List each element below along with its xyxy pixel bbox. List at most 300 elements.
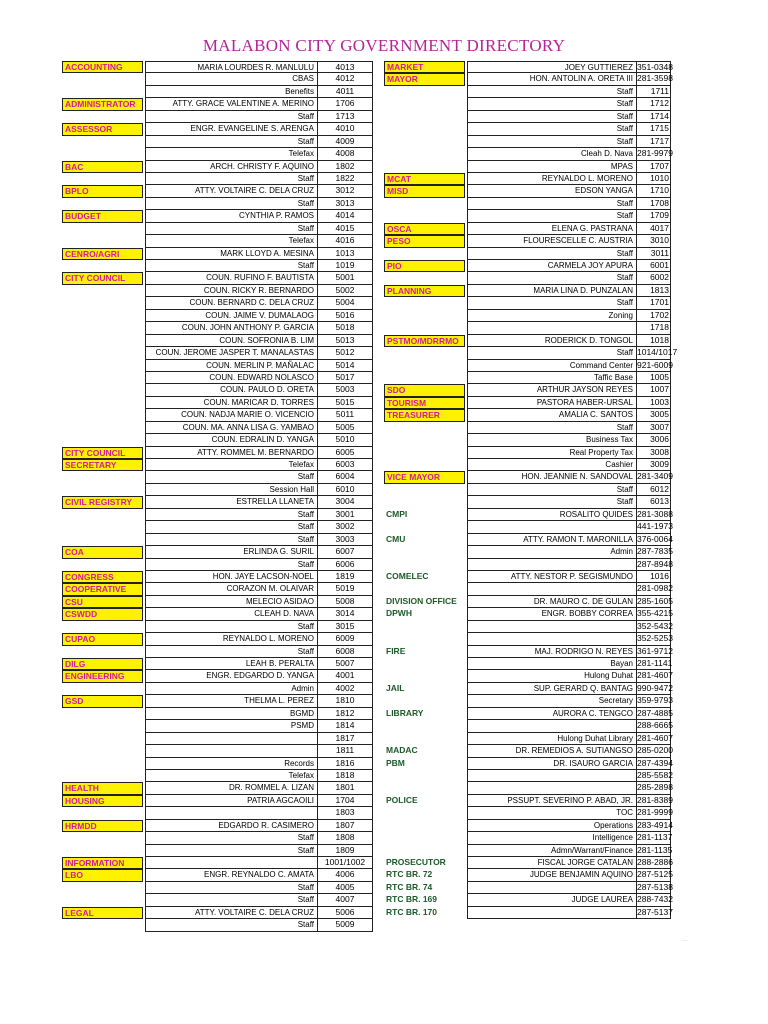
contact-name: ATTY. NESTOR P. SEGISMUNDO bbox=[467, 571, 637, 583]
directory-row bbox=[384, 857, 671, 869]
directory-row bbox=[62, 272, 373, 284]
department-label bbox=[384, 695, 465, 707]
local-number: 5019 bbox=[318, 583, 373, 595]
directory-row bbox=[384, 148, 671, 160]
local-number: 4006 bbox=[318, 869, 373, 881]
department-label bbox=[62, 86, 143, 98]
directory-row bbox=[62, 210, 373, 222]
directory-row bbox=[62, 86, 373, 98]
contact-name: PASTORA HABER-URSAL bbox=[467, 397, 637, 409]
department-label bbox=[62, 509, 143, 521]
department-label: JAIL bbox=[386, 682, 405, 693]
local-number: 4013 bbox=[318, 61, 373, 73]
department-label: DIVISION OFFICE bbox=[386, 595, 457, 606]
department-label bbox=[62, 770, 143, 782]
department-label bbox=[384, 161, 465, 173]
contact-name: Hulong Duhat bbox=[467, 670, 637, 682]
contact-name: Real Property Tax bbox=[467, 447, 637, 459]
department-label: CENRO/AGRI bbox=[62, 248, 143, 260]
directory-row bbox=[62, 384, 373, 396]
page-title: MALABON CITY GOVERNMENT DIRECTORY bbox=[202, 36, 566, 55]
department-label bbox=[62, 832, 143, 844]
local-number: 5013 bbox=[318, 335, 373, 347]
department-label: ENGINEERING bbox=[62, 670, 143, 682]
contact-name: ATTY. VOLTAIRE C. DELA CRUZ bbox=[145, 185, 318, 197]
contact-name: COUN. MARICAR D. TORRES bbox=[145, 397, 318, 409]
department-label bbox=[384, 633, 465, 645]
department-label bbox=[384, 521, 465, 533]
department-label: CITY COUNCIL bbox=[62, 447, 143, 459]
contact-name: AURORA C. TENGCO bbox=[467, 708, 637, 720]
contact-name: Staff bbox=[467, 123, 637, 135]
local-number: 921-6009 bbox=[637, 360, 671, 372]
contact-name: ATTY. VOLTAIRE C. DELA CRUZ bbox=[145, 907, 318, 919]
local-number: 5006 bbox=[318, 907, 373, 919]
department-label: OSCA bbox=[384, 223, 465, 235]
department-label bbox=[62, 807, 143, 819]
directory-row bbox=[62, 683, 373, 695]
contact-name: ROSALITO QUIDES bbox=[467, 509, 637, 521]
directory-row bbox=[384, 123, 671, 135]
department-label: INFORMATION bbox=[62, 857, 143, 869]
directory-row bbox=[62, 919, 373, 931]
directory-row bbox=[384, 173, 671, 185]
department-label bbox=[384, 148, 465, 160]
local-number: 5004 bbox=[318, 297, 373, 309]
department-label bbox=[62, 397, 143, 409]
contact-name: Staff bbox=[467, 484, 637, 496]
directory-row bbox=[384, 310, 671, 322]
contact-name bbox=[467, 559, 637, 571]
directory-row bbox=[384, 571, 671, 583]
contact-name: COUN. SOFRONIA B. LIM bbox=[145, 335, 318, 347]
local-number: 6008 bbox=[318, 646, 373, 658]
local-number: 287-5138 bbox=[637, 882, 671, 894]
department-label bbox=[62, 708, 143, 720]
department-label bbox=[384, 422, 465, 434]
contact-name: EDSON YANGA bbox=[467, 185, 637, 197]
department-label bbox=[384, 733, 465, 745]
contact-name bbox=[467, 633, 637, 645]
directory-row bbox=[384, 708, 671, 720]
contact-name: Staff bbox=[145, 621, 318, 633]
contact-name bbox=[467, 907, 637, 919]
local-number: 352-5432 bbox=[637, 621, 671, 633]
directory-row bbox=[62, 198, 373, 210]
department-label bbox=[384, 546, 465, 558]
contact-name: PSMD bbox=[145, 720, 318, 732]
contact-name: Staff bbox=[467, 297, 637, 309]
local-number: 4002 bbox=[318, 683, 373, 695]
department-label bbox=[384, 447, 465, 459]
local-number: 1007 bbox=[637, 384, 671, 396]
contact-name: JOEY GUTTIEREZ bbox=[467, 61, 637, 73]
local-number: 5009 bbox=[318, 919, 373, 931]
department-label: BUDGET bbox=[62, 210, 143, 222]
department-label bbox=[62, 894, 143, 906]
department-label: RTC BR. 169 bbox=[386, 894, 438, 905]
local-number: 1817 bbox=[318, 733, 373, 745]
directory-row bbox=[384, 248, 671, 260]
directory-row bbox=[384, 198, 671, 210]
contact-name bbox=[467, 621, 637, 633]
department-label bbox=[384, 136, 465, 148]
directory-row bbox=[62, 708, 373, 720]
directory-row bbox=[62, 534, 373, 546]
directory-row bbox=[384, 397, 671, 409]
local-number: 441-1973 bbox=[637, 521, 671, 533]
directory-row bbox=[62, 621, 373, 633]
department-label bbox=[384, 198, 465, 210]
directory-row bbox=[62, 894, 373, 906]
contact-name: Cleah D. Nava bbox=[467, 148, 637, 160]
department-label bbox=[62, 758, 143, 770]
directory-row bbox=[384, 297, 671, 309]
local-number: 288-6665 bbox=[637, 720, 671, 732]
department-label: ACCOUNTING bbox=[62, 61, 143, 73]
contact-name: Staff bbox=[467, 347, 637, 359]
directory-row bbox=[384, 845, 671, 857]
local-number: 6010 bbox=[318, 484, 373, 496]
directory-row bbox=[62, 509, 373, 521]
contact-name: Staff bbox=[467, 272, 637, 284]
directory-row bbox=[62, 484, 373, 496]
local-number: 359-9793 bbox=[637, 695, 671, 707]
department-label bbox=[62, 335, 143, 347]
local-number: 288-7432 bbox=[637, 894, 671, 906]
directory-row bbox=[384, 86, 671, 98]
contact-name: Staff bbox=[145, 223, 318, 235]
contact-name: MARIA LINA D. PUNZALAN bbox=[467, 285, 637, 297]
local-number: 281-3409 bbox=[637, 471, 671, 483]
department-label bbox=[384, 297, 465, 309]
directory-row bbox=[384, 559, 671, 571]
contact-name: Records bbox=[145, 758, 318, 770]
local-number: 1712 bbox=[637, 98, 671, 110]
contact-name: Staff bbox=[145, 832, 318, 844]
department-label bbox=[384, 621, 465, 633]
local-number: 6013 bbox=[637, 496, 671, 508]
contact-name bbox=[467, 322, 637, 334]
contact-name: Staff bbox=[145, 471, 318, 483]
local-number: 4015 bbox=[318, 223, 373, 235]
contact-name: COUN. EDRALIN D. YANGA bbox=[145, 434, 318, 446]
local-number: 5001 bbox=[318, 272, 373, 284]
directory-row bbox=[62, 111, 373, 123]
local-number: 1702 bbox=[637, 310, 671, 322]
department-label bbox=[384, 496, 465, 508]
local-number: 287-4394 bbox=[637, 758, 671, 770]
local-number: 1001/1002 bbox=[318, 857, 373, 869]
local-number: 5005 bbox=[318, 422, 373, 434]
directory-row bbox=[62, 521, 373, 533]
directory-row bbox=[384, 583, 671, 595]
contact-name: MPAS bbox=[467, 161, 637, 173]
local-number: 287-5137 bbox=[637, 907, 671, 919]
directory-row bbox=[62, 434, 373, 446]
local-number: 3010 bbox=[637, 235, 671, 247]
local-number: 281-4607 bbox=[637, 733, 671, 745]
local-number: 1709 bbox=[637, 210, 671, 222]
department-label bbox=[62, 919, 143, 931]
department-label bbox=[384, 484, 465, 496]
department-label: SDO bbox=[384, 384, 465, 396]
directory-row bbox=[62, 409, 373, 421]
local-number: 5010 bbox=[318, 434, 373, 446]
contact-name: EDGARDO R. CASIMERO bbox=[145, 820, 318, 832]
local-number: 4014 bbox=[318, 210, 373, 222]
contact-name: Staff bbox=[145, 534, 318, 546]
contact-name: Secretary bbox=[467, 695, 637, 707]
department-label bbox=[62, 845, 143, 857]
contact-name: Bayan bbox=[467, 658, 637, 670]
local-number: 6003 bbox=[318, 459, 373, 471]
contact-name bbox=[145, 807, 318, 819]
directory-row bbox=[384, 136, 671, 148]
directory-row bbox=[62, 670, 373, 682]
contact-name bbox=[467, 521, 637, 533]
department-label: CSWDD bbox=[62, 608, 143, 620]
department-label: CSU bbox=[62, 596, 143, 608]
local-number: 351-0348 bbox=[637, 62, 673, 72]
department-label bbox=[62, 310, 143, 322]
directory-row bbox=[62, 807, 373, 819]
department-label bbox=[384, 272, 465, 284]
contact-name: AMALIA C. SANTOS bbox=[467, 409, 637, 421]
directory-row bbox=[62, 148, 373, 160]
local-number: 281-8389 bbox=[637, 795, 671, 807]
directory-row bbox=[384, 422, 671, 434]
local-number: 5011 bbox=[318, 409, 373, 421]
contact-name: DR. REMEDIOS A. SUTIANGSO bbox=[467, 745, 637, 757]
local-number: 281-3088 bbox=[637, 509, 671, 521]
directory-row bbox=[384, 621, 671, 633]
contact-name: Staff bbox=[467, 86, 637, 98]
contact-name: Staff bbox=[145, 136, 318, 148]
department-label bbox=[62, 882, 143, 894]
contact-name: Operations bbox=[467, 820, 637, 832]
local-number: 5017 bbox=[318, 372, 373, 384]
directory-row bbox=[384, 496, 671, 508]
department-label bbox=[62, 621, 143, 633]
local-number: 1822 bbox=[318, 173, 373, 185]
directory-row bbox=[62, 770, 373, 782]
directory-row bbox=[62, 173, 373, 185]
department-label bbox=[62, 198, 143, 210]
department-label: COOPERATIVE bbox=[62, 583, 143, 595]
directory-row bbox=[384, 384, 671, 396]
department-label: PROSECUTOR bbox=[386, 857, 446, 867]
directory-row bbox=[62, 297, 373, 309]
contact-name: COUN. PAULO D. ORETA bbox=[145, 384, 318, 396]
department-label: MISD bbox=[384, 185, 465, 197]
directory-row bbox=[384, 73, 671, 85]
local-number: 4017 bbox=[637, 223, 671, 235]
contact-name: Taffic Base bbox=[467, 372, 637, 384]
directory-row bbox=[384, 534, 671, 546]
department-label: PSTMO/MDRRMO bbox=[384, 335, 465, 347]
department-label: BPLO bbox=[62, 185, 143, 197]
local-number: 1714 bbox=[637, 111, 671, 123]
department-label bbox=[62, 297, 143, 309]
department-label: PESO bbox=[384, 235, 465, 247]
local-number: 6001 bbox=[637, 260, 671, 272]
directory-row bbox=[62, 795, 373, 807]
department-label bbox=[62, 484, 143, 496]
contact-name: COUN. JEROME JASPER T. MANALASTAS bbox=[145, 347, 318, 359]
local-number: 1014/1017 bbox=[637, 347, 671, 359]
directory-row bbox=[62, 185, 373, 197]
contact-name: COUN. EDWARD NOLASCO bbox=[145, 372, 318, 384]
local-number: 5012 bbox=[318, 347, 373, 359]
local-number: 6007 bbox=[318, 546, 373, 558]
directory-row bbox=[62, 310, 373, 322]
directory-row bbox=[384, 285, 671, 297]
contact-name: Staff bbox=[145, 646, 318, 658]
directory-row bbox=[62, 223, 373, 235]
contact-name: REYNALDO L. MORENO bbox=[145, 633, 318, 645]
local-number: 3012 bbox=[318, 185, 373, 197]
directory-row bbox=[62, 360, 373, 372]
directory-row bbox=[384, 210, 671, 222]
directory-row bbox=[384, 832, 671, 844]
department-label bbox=[62, 434, 143, 446]
department-label: COA bbox=[62, 546, 143, 558]
local-number: 5014 bbox=[318, 360, 373, 372]
directory-row bbox=[384, 733, 671, 745]
contact-name: Staff bbox=[145, 882, 318, 894]
local-number: 1812 bbox=[318, 708, 373, 720]
department-label: MADAC bbox=[386, 745, 418, 756]
local-number: 4016 bbox=[318, 235, 373, 247]
local-number: 1701 bbox=[637, 297, 671, 309]
contact-name: ATTY. GRACE VALENTINE A. MERINO bbox=[145, 98, 318, 110]
contact-name: ELENA G. PASTRANA bbox=[467, 223, 637, 235]
contact-name: Staff bbox=[467, 422, 637, 434]
department-label: MCAT bbox=[384, 173, 465, 185]
department-label bbox=[384, 845, 465, 857]
department-label: SECRETARY bbox=[62, 459, 143, 471]
contact-name: Staff bbox=[467, 198, 637, 210]
department-label: MAYOR bbox=[384, 73, 465, 85]
department-label bbox=[384, 807, 465, 819]
directory-row bbox=[384, 434, 671, 446]
directory-row bbox=[62, 695, 373, 707]
department-label: ADMINISTRATOR bbox=[62, 98, 143, 110]
contact-name: Session Hall bbox=[145, 484, 318, 496]
directory-row bbox=[62, 161, 373, 173]
department-label bbox=[384, 248, 465, 260]
department-label bbox=[62, 285, 143, 297]
contact-name: HON. JEANNIE N. SANDOVAL bbox=[467, 471, 637, 483]
contact-name: Staff bbox=[145, 173, 318, 185]
local-number: 352-5253 bbox=[637, 633, 671, 645]
directory-row bbox=[62, 73, 373, 85]
department-label bbox=[62, 136, 143, 148]
contact-name: Hulong Duhat Library bbox=[467, 733, 637, 745]
department-label bbox=[384, 559, 465, 571]
contact-name: Staff bbox=[145, 559, 318, 571]
contact-name: CYNTHIA P. RAMOS bbox=[145, 210, 318, 222]
contact-name: Cashier bbox=[467, 459, 637, 471]
contact-name bbox=[145, 733, 318, 745]
directory-row bbox=[62, 335, 373, 347]
local-number: 1810 bbox=[318, 695, 373, 707]
contact-name: ENGR. REYNALDO C. AMATA bbox=[145, 869, 318, 881]
directory-row bbox=[384, 372, 671, 384]
local-number: 4012 bbox=[318, 73, 373, 85]
directory-row bbox=[62, 658, 373, 670]
contact-name: FISCAL JORGE CATALAN bbox=[467, 857, 637, 869]
contact-name: Telefax bbox=[145, 235, 318, 247]
department-label bbox=[384, 310, 465, 322]
directory-row bbox=[384, 484, 671, 496]
department-label: ASSESSOR bbox=[62, 123, 143, 135]
contact-name: Intelligence bbox=[467, 832, 637, 844]
directory-row bbox=[62, 260, 373, 272]
department-label: CONGRESS bbox=[62, 571, 143, 583]
contact-name: DR. ISAURO GARCIA bbox=[467, 758, 637, 770]
contact-name: CARMELA JOY APURA bbox=[467, 260, 637, 272]
directory-row bbox=[62, 285, 373, 297]
contact-name: TOC bbox=[467, 807, 637, 819]
contact-name: ENGR. BOBBY CORREA bbox=[467, 608, 637, 620]
local-number: 1814 bbox=[318, 720, 373, 732]
contact-name: Staff bbox=[145, 509, 318, 521]
directory-row bbox=[62, 857, 373, 869]
directory-row bbox=[62, 235, 373, 247]
directory-row bbox=[384, 335, 671, 347]
local-number: 5018 bbox=[318, 322, 373, 334]
contact-name: ATTY. ROMMEL M. BERNARDO bbox=[145, 447, 318, 459]
department-label: PIO bbox=[384, 260, 465, 272]
department-label: RTC BR. 170 bbox=[386, 906, 438, 917]
department-label bbox=[384, 372, 465, 384]
department-label bbox=[384, 832, 465, 844]
local-number: 285-5582 bbox=[637, 770, 671, 782]
department-label bbox=[62, 173, 143, 185]
directory-row bbox=[384, 185, 671, 197]
local-number: 3011 bbox=[637, 248, 671, 260]
contact-name: JUDGE LAUREA bbox=[467, 894, 637, 906]
local-number: 1802 bbox=[318, 161, 373, 173]
department-label bbox=[384, 322, 465, 334]
department-label bbox=[62, 260, 143, 272]
department-label bbox=[384, 770, 465, 782]
department-label bbox=[62, 559, 143, 571]
department-label bbox=[62, 733, 143, 745]
directory-row bbox=[384, 608, 671, 620]
department-label bbox=[62, 148, 143, 160]
local-number: 1003 bbox=[637, 397, 671, 409]
local-number: 1715 bbox=[637, 123, 671, 135]
contact-name: MAJ. RODRIGO N. REYES bbox=[467, 646, 637, 658]
local-number: 1013 bbox=[318, 248, 373, 260]
department-label bbox=[384, 434, 465, 446]
directory-row bbox=[384, 894, 671, 906]
local-number: 3009 bbox=[637, 459, 671, 471]
directory-row bbox=[62, 633, 373, 645]
department-label bbox=[62, 73, 143, 85]
contact-name bbox=[145, 745, 318, 757]
directory-row bbox=[384, 546, 671, 558]
contact-name: THELMA L. PEREZ bbox=[145, 695, 318, 707]
department-label: TOURISM bbox=[384, 397, 465, 409]
contact-name: COUN. NADJA MARIE O. VICENCIO bbox=[145, 409, 318, 421]
directory-row bbox=[384, 807, 671, 819]
directory-row bbox=[62, 832, 373, 844]
department-label: TREASURER bbox=[384, 409, 465, 421]
